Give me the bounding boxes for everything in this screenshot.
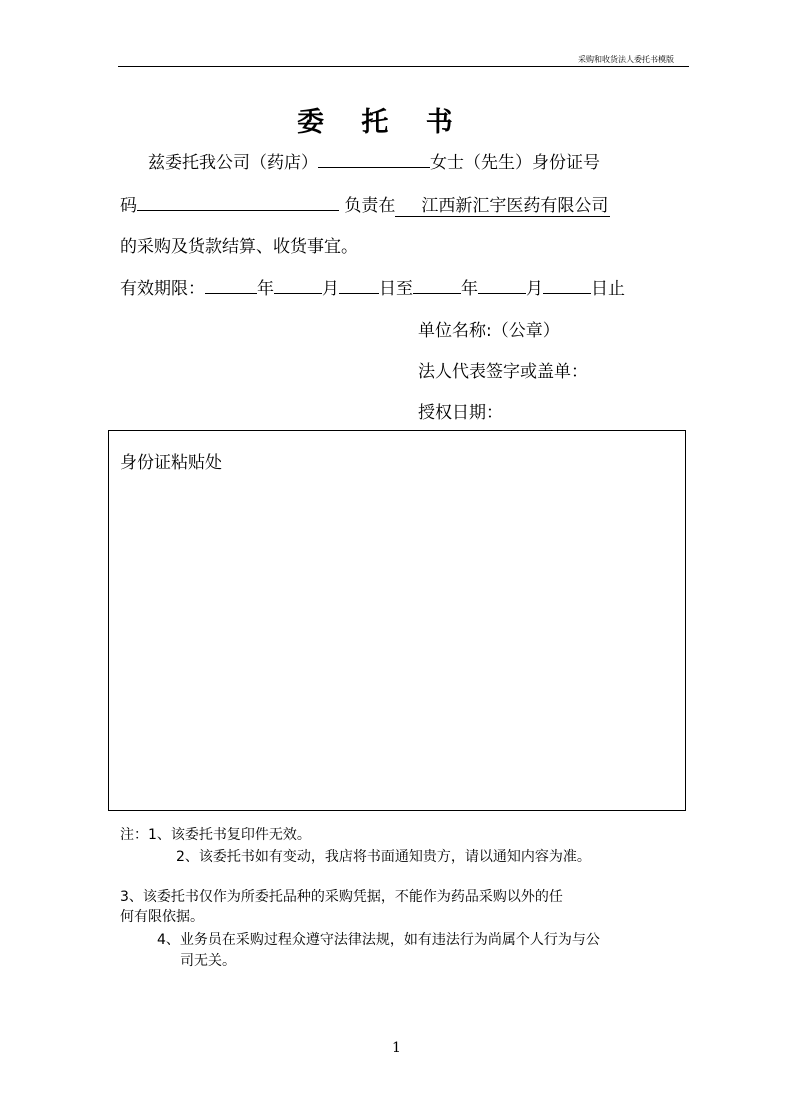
end-day-blank[interactable] bbox=[543, 276, 591, 294]
header-rule bbox=[118, 66, 689, 67]
note-2: 2、该委托书如有变动，我店将书面通知贵方，请以通知内容为准。 bbox=[176, 849, 591, 865]
end-year-blank[interactable] bbox=[413, 276, 461, 294]
legal-rep-label: 法人代表签字或盖单： bbox=[418, 362, 588, 382]
validity-line bbox=[120, 274, 625, 299]
company-name: 江西新汇宇医药有限公司 bbox=[395, 196, 610, 217]
line2-mid: 负责在 bbox=[339, 196, 396, 216]
validity-label: 有效期限： bbox=[120, 279, 205, 299]
note-1: 注：1、该委托书复印件无效。 bbox=[120, 827, 311, 843]
page-title: 委 托 书 bbox=[297, 107, 467, 138]
start-year-blank[interactable] bbox=[205, 276, 257, 294]
unit-name-label: 单位名称:（公章） bbox=[418, 321, 560, 341]
page-number: 1 bbox=[392, 1040, 401, 1056]
line1-prefix: 兹委托我公司（药店） bbox=[148, 153, 318, 173]
header-doc-tag: 采购和收货法人委托书模版 bbox=[578, 55, 674, 64]
end-month-label: 月 bbox=[526, 279, 543, 299]
day-end-label: 日止 bbox=[591, 279, 625, 299]
auth-date-label: 授权日期： bbox=[418, 403, 503, 423]
start-year-label: 年 bbox=[257, 279, 274, 299]
start-day-blank[interactable] bbox=[339, 276, 379, 294]
id-box-label: 身份证粘贴处 bbox=[120, 453, 222, 473]
note-3-line-1: 3、该委托书仅作为所委托品种的采购凭据，不能作为药品采购以外的任 bbox=[120, 889, 563, 905]
line2-prefix: 码 bbox=[120, 196, 137, 216]
body-line-1 bbox=[148, 148, 600, 173]
note-4-line-1: 4、业务员在采购过程众遵守法律法规，如有违法行为尚属个人行为与公 bbox=[157, 932, 600, 948]
body-line-3: 的采购及货款结算、收货事宜。 bbox=[120, 237, 358, 257]
id-number-blank[interactable] bbox=[137, 193, 339, 211]
id-card-paste-box bbox=[108, 430, 686, 811]
start-month-blank[interactable] bbox=[274, 276, 322, 294]
body-line-2 bbox=[120, 191, 610, 216]
line1-suffix: 女士（先生）身份证号 bbox=[430, 153, 600, 173]
start-month-label: 月 bbox=[322, 279, 339, 299]
end-year-label: 年 bbox=[461, 279, 478, 299]
agent-name-blank[interactable] bbox=[318, 150, 430, 168]
day-to-label: 日至 bbox=[379, 279, 413, 299]
note-4-line-2: 司无关。 bbox=[180, 953, 236, 969]
note-3-line-2: 何有限依据。 bbox=[120, 909, 204, 925]
end-month-blank[interactable] bbox=[478, 276, 526, 294]
